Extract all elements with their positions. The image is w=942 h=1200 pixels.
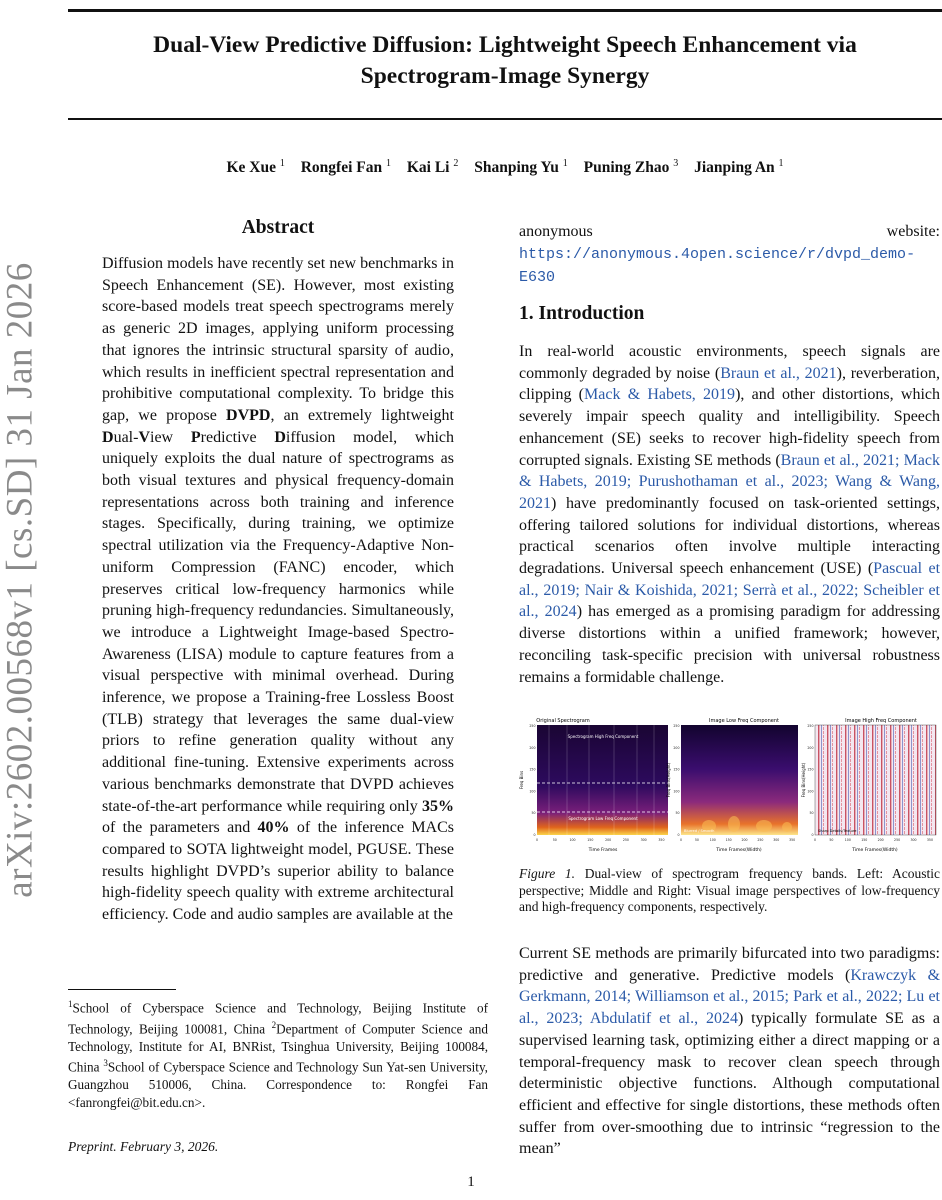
x-tick-label: 50: [694, 838, 699, 842]
x-tick-label: 200: [605, 838, 612, 842]
y-tick-label: 100: [807, 789, 814, 794]
preprint-date: Preprint. February 3, 2026.: [68, 1139, 219, 1154]
x-tick-label: 50: [829, 838, 834, 842]
y-tick-label: 150: [529, 767, 536, 772]
y-axis-label: Freq Bins(Height): [666, 762, 671, 798]
author: Puning Zhao $^3$: [583, 158, 679, 177]
abstract-continuation: anonymous website: https://anonymous.4open.science/r/dvpd_demo-E630: [519, 223, 940, 286]
x-tick-label: 100: [844, 838, 851, 842]
x-tick-label: 300: [640, 838, 647, 842]
x-tick-label: 250: [757, 838, 764, 842]
intro-paragraph-2: Current SE methods are primarily bifurcated into two paradigms: predictive and generative. Predictive models (Krawczyk & Gerkmann, 2014; Williamson et al., 2015; Park et al., 2022; Lu et al., 2023; Abdulatif et al., 2024) typically formulate SE as a supervised learning task, optimizing either a direct mapping or a temporal-frequency mask to recover clean speech through deterministic objective functions. Although computational efficient and effective for single distortions, these methods often suffer from over-smoothing due to intrinsic “regression to the mean”: [519, 945, 941, 1158]
x-axis-label: Time Frames: [588, 848, 618, 853]
code-link[interactable]: https://anonymous.4open.science/r/dvpd_demo-E630: [519, 246, 916, 286]
citation-link[interactable]: Braun et al., 2021: [720, 364, 837, 382]
y-tick-label: 50: [809, 811, 814, 816]
abstract-heading: Abstract: [241, 217, 315, 238]
y-axis-label: Freq Bins: [519, 770, 524, 790]
x-tick-label: 350: [658, 838, 665, 842]
author: Rongfei Fan $^1$: [300, 158, 391, 177]
spectrogram-plot: [815, 725, 936, 835]
top-rule: [68, 9, 942, 12]
paper-title: [68, 30, 942, 92]
abstract-body: Diffusion models have recently set new benchmarks in Speech Enhancement (SE). However, most existing score-based models treat speech spectrograms merely as generic 2D images, applying uniform processing that ignores the intrinsic structural sparsity of audio, which results in inefficient spectral representation and prohibitive computational complexity. To bridge this gap, we propose DVPD, an extremely lightweight Dual-View Predictive Diffusion model, which uniquely exploits the dual nature of spectrograms as both visual textures and physical frequency-domain representations across both training and inference stages. Specifically, during training, we optimize spectral utilization via the Frequency-Adaptive Non-uniform Compression (FANC) encoder, which preserves critical low-frequency harmonics while pruning high-frequency redundancies. Simultaneously, we introduce a Lightweight Image-based Spectro-Awareness (LISA) module to capture features from a visual perspective with minimal overhead. During inference, we propose a Training-free Lossless Boost (TLB) strategy that leverages the same dual-view priors to refine generation quality without any additional fine-tuning. Extensive experiments across various benchmarks demonstrate that DVPD achieves state-of-the-art performance while requiring only 35% of the parameters and 40% of the inference MACs compared to SOTA lightweight model, PGUSE. These results highlight DVPD’s superior ability to balance high-fidelity speech quality with extreme architectural efficiency. Code and audio samples are available at the: [102, 255, 455, 924]
figure-1-spectrograms: [519, 714, 940, 862]
citation-link[interactable]: Mack & Habets, 2019: [584, 386, 736, 404]
x-axis-label: Time Frames(Width): [852, 848, 898, 853]
y-tick-label: 200: [673, 745, 680, 750]
x-tick-label: 300: [773, 838, 780, 842]
x-tick-label: 100: [709, 838, 716, 842]
page-number: 1: [467, 1174, 475, 1190]
x-tick-label: 350: [789, 838, 796, 842]
x-axis-label: Time Frames(Width): [716, 848, 762, 853]
author: Kai Li $^2$: [406, 158, 459, 177]
panel-image-low-freq: [666, 725, 798, 853]
citation-link[interactable]: Krawczyk & Gerkmann, 2014; Williamson et al., 2015; Park et al., 2022; Lu et al., 2023; Abdulatif et al., 2024: [519, 966, 941, 1028]
x-tick-label: 350: [926, 838, 933, 842]
arxiv-sidebar: [0, 262, 41, 898]
figure-1-caption: Figure 1. Dual-view of spectrogram frequency bands. Left: Acoustic perspective; Middle and Right: Visual image perspectives of low-frequency and high-frequency components, respectively.: [519, 866, 940, 914]
low-freq-label: Spectrogram Low Freq Component: [568, 816, 638, 821]
author: Jianping An $^1$: [694, 158, 784, 177]
x-tick-label: 150: [725, 838, 732, 842]
x-tick-label: 150: [861, 838, 868, 842]
title-line-2: Spectrogram-Image Synergy: [360, 63, 650, 89]
x-tick-label: 250: [622, 838, 629, 842]
panel-original-spectrogram: [519, 725, 668, 853]
y-tick-label: 250: [529, 724, 536, 728]
y-tick-label: 100: [529, 789, 536, 794]
x-tick-label: 0: [535, 838, 539, 842]
author: Ke Xue $^1$: [226, 158, 285, 177]
affiliations-footnote: $^1$School of Cyberspace Science and Technology, Beijing Institute of Technology, Beijing 100081, China $^2$Department of Computer Science and Technology, Institute for AI, BNRist, Tsinghua University, Beijing 100084, China $^3$School of Cyberspace Science and Technology Sun Yat-sen University, Guangzhou 510006, China. Correspondence to: Rongfei Fan <fanrongfei@bit.edu.cn>.: [68, 999, 488, 1110]
y-tick-label: 50: [531, 811, 536, 816]
x-tick-label: 300: [910, 838, 917, 842]
citation-link[interactable]: Pascual et al., 2019; Nair & Koishida, 2021; Serrà et al., 2022; Scheibler et al., 2024: [519, 560, 941, 621]
panel-tag: Blurred / Smooth: [684, 829, 715, 833]
y-tick-label: 0: [811, 833, 814, 837]
y-tick-label: 150: [807, 767, 814, 772]
y-tick-label: 50: [675, 811, 680, 816]
x-tick-label: 200: [877, 838, 884, 842]
footnote-rule: [68, 989, 176, 990]
x-tick-label: 0: [679, 838, 683, 842]
intro-paragraph-1: In real-world acoustic environments, speech signals are commonly degraded by noise (Braun et al., 2021), reverberation, clipping (Mack & Habets, 2019), and other distortions, which severely impair speech quality and intelligibility. Speech enhancement (SE) seeks to recover high-fidelity speech from corrupted signals. Existing SE methods (Braun et al., 2021; Mack & Habets, 2019; Purushothaman et al., 2023; Wang & Wang, 2021) have predominantly focused on task-oriented settings, offering tailored solutions for individual distortions, whereas practical scenarios often involve multiple interacting degradations. Universal speech enhancement (USE) (Pascual et al., 2019; Nair & Koishida, 2021; Serrà et al., 2022; Scheibler et al., 2024) has emerged as a promising paradigm for addressing diverse distortions within a unified framework; however, reconciling task-specific precision with universal robustness remains a formidable challenge.: [519, 343, 941, 686]
x-tick-label: 250: [894, 838, 901, 842]
y-tick-label: 250: [807, 724, 814, 728]
author: Shanping Yu $^1$: [474, 158, 568, 177]
y-tick-label: 200: [807, 745, 814, 750]
x-tick-label: 50: [552, 838, 557, 842]
y-tick-label: 150: [673, 767, 680, 772]
spectrogram-plot: [681, 725, 798, 835]
y-tick-label: 200: [529, 745, 536, 750]
x-tick-label: 0: [813, 838, 817, 842]
section-heading-introduction: 1. Introduction: [519, 303, 645, 324]
x-tick-label: 150: [587, 838, 594, 842]
x-tick-label: 100: [569, 838, 576, 842]
high-freq-label: Spectrogram High Freq Component: [567, 734, 639, 739]
citation-link[interactable]: Braun et al., 2021; Mack & Habets, 2019; Purushothaman et al., 2023; Wang & Wang, 2021: [519, 451, 940, 512]
y-axis-label: Freq Bins(Height): [801, 762, 806, 798]
title-line-1: Dual-View Predictive Diffusion: Lightweight Speech Enhancement via: [153, 32, 857, 58]
y-tick-label: 250: [673, 724, 680, 728]
y-tick-label: 0: [533, 833, 536, 837]
y-tick-label: 100: [673, 789, 680, 794]
x-tick-label: 200: [741, 838, 748, 842]
panel-title: Original Spectrogram: [536, 718, 590, 724]
panel-title: Image Low Freq Component: [708, 718, 780, 724]
panel-image-high-freq: [801, 725, 936, 853]
author-list: [68, 158, 942, 177]
title-rule: [68, 118, 942, 120]
panel-title: Image High Freq Component: [845, 718, 917, 724]
arxiv-identifier[interactable]: arXiv:2602.00568v1 [cs.SD] 31 Jan 2026: [0, 262, 41, 898]
panel-tag: Sharp Details/Texture: [818, 829, 857, 833]
y-tick-label: 0: [677, 833, 680, 837]
